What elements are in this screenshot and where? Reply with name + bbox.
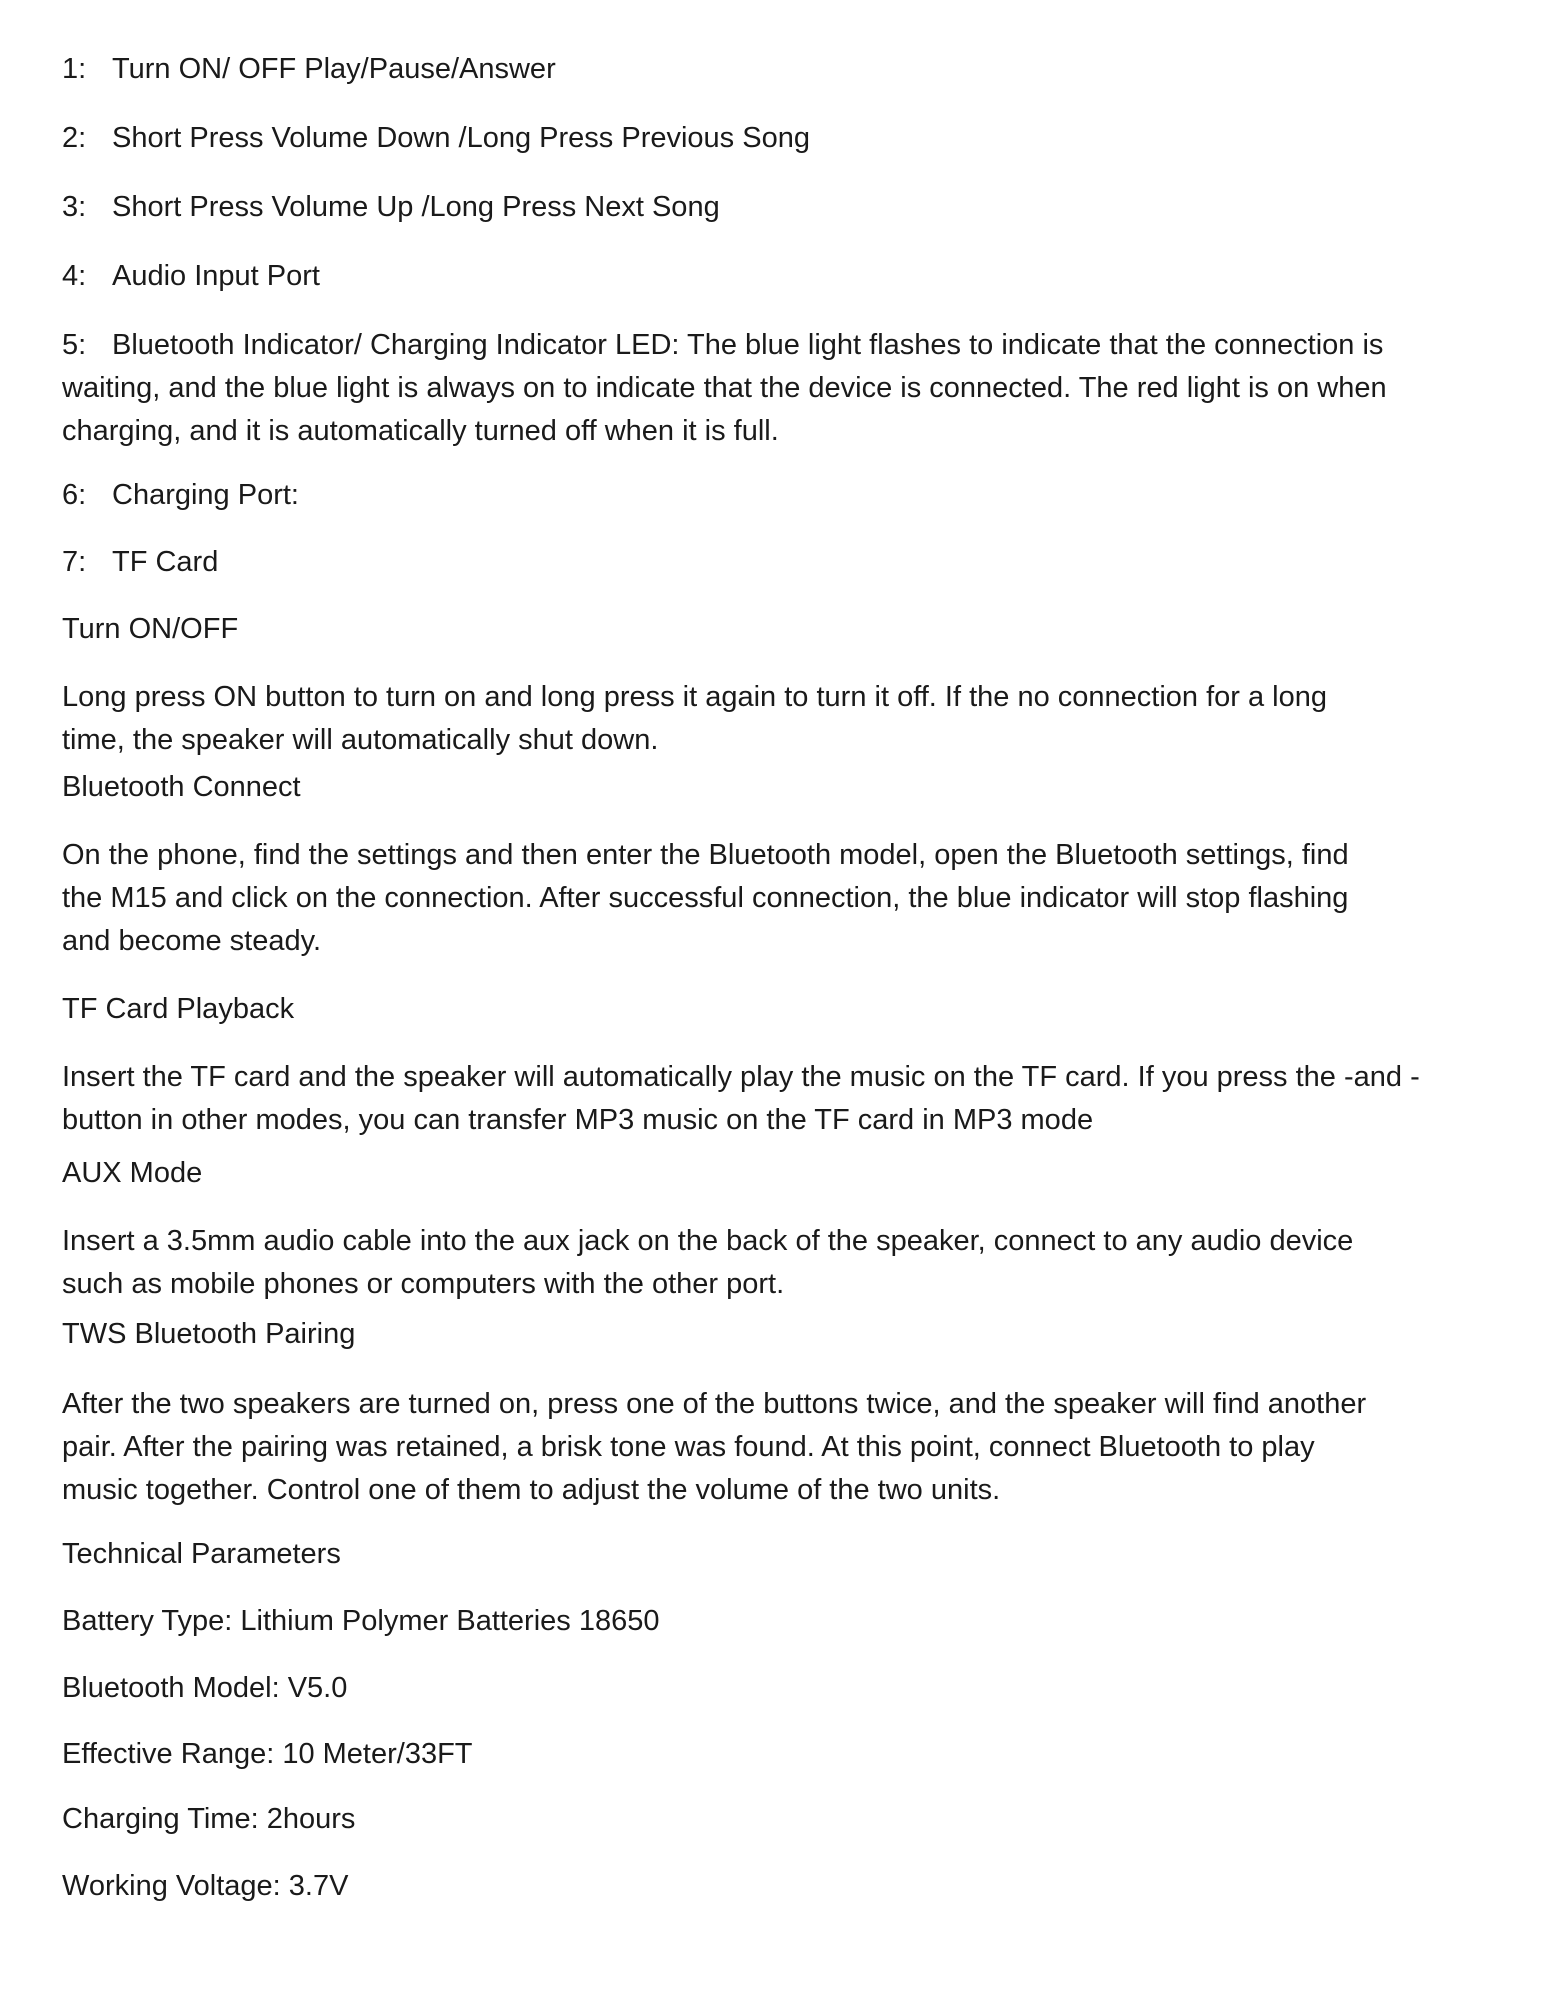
section-heading-bluetooth-connect: Bluetooth Connect: [62, 771, 301, 803]
body-line: the M15 and click on the connection. After successful connection, the blue indicator will stop flashing: [62, 882, 1349, 914]
body-line: pair. After the pairing was retained, a brisk tone was found. At this point, connect Bluetooth to play: [62, 1431, 1315, 1463]
spec-working-voltage: Working Voltage: 3.7V: [62, 1870, 349, 1902]
section-heading-turn-on-off: Turn ON/OFF: [62, 613, 239, 645]
section-body-bluetooth-connect: [62, 834, 1502, 963]
section-body-aux-mode: [62, 1220, 1502, 1306]
spec-bluetooth-model: Bluetooth Model: V5.0: [62, 1672, 348, 1704]
list-text: Short Press Volume Down /Long Press Previous Song: [112, 122, 810, 154]
section-heading-aux-mode: AUX Mode: [62, 1157, 203, 1189]
list-item-5: [62, 324, 1502, 453]
body-line: Insert the TF card and the speaker will automatically play the music on the TF card. If you press the -and -: [62, 1061, 1420, 1093]
list-item-4: [62, 255, 1502, 298]
list-text-line: 5: Bluetooth Indicator/ Charging Indicator LED: The blue light flashes to indicate that the connection is: [62, 324, 1502, 367]
list-item-3: [62, 186, 1502, 229]
body-line: such as mobile phones or computers with the other port.: [62, 1268, 785, 1300]
list-number: 5:: [62, 329, 87, 361]
list-number: 3:: [62, 191, 87, 223]
body-line: On the phone, find the settings and then enter the Bluetooth model, open the Bluetooth settings, find: [62, 839, 1349, 871]
body-line: Insert a 3.5mm audio cable into the aux jack on the back of the speaker, connect to any audio device: [62, 1225, 1354, 1257]
section-heading-tws-pairing: TWS Bluetooth Pairing: [62, 1318, 356, 1350]
body-line: and become steady.: [62, 925, 322, 957]
list-item-7: [62, 541, 1502, 584]
body-line: Long press ON button to turn on and long press it again to turn it off. If the no connection for a long: [62, 681, 1327, 713]
list-text: Turn ON/ OFF Play/Pause/Answer: [112, 53, 556, 85]
list-text-line: waiting, and the blue light is always on to indicate that the device is connected. The red light is on when: [62, 372, 1387, 404]
body-line: music together. Control one of them to adjust the volume of the two units.: [62, 1474, 1001, 1506]
section-heading-tf-card-playback: TF Card Playback: [62, 993, 295, 1025]
body-line: After the two speakers are turned on, press one of the buttons twice, and the speaker will find another: [62, 1388, 1367, 1420]
list-text-line: charging, and it is automatically turned off when it is full.: [62, 415, 779, 447]
list-text: Charging Port:: [112, 479, 299, 511]
section-body-turn-on-off: [62, 676, 1502, 762]
section-body-tws-pairing: [62, 1383, 1502, 1512]
spec-charging-time: Charging Time: 2hours: [62, 1803, 356, 1835]
list-item-2: [62, 117, 1502, 160]
body-line: button in other modes, you can transfer MP3 music on the TF card in MP3 mode: [62, 1104, 1094, 1136]
section-body-tf-card-playback: [62, 1056, 1502, 1142]
spec-effective-range: Effective Range: 10 Meter/33FT: [62, 1738, 473, 1770]
list-number: 7:: [62, 546, 87, 578]
spec-battery-type: Battery Type: Lithium Polymer Batteries 18650: [62, 1605, 660, 1637]
list-number: 4:: [62, 260, 87, 292]
list-text: Audio Input Port: [112, 260, 320, 292]
body-line: time, the speaker will automatically shut down.: [62, 724, 659, 756]
list-number: 6:: [62, 479, 87, 511]
list-number: 1:: [62, 53, 87, 85]
list-item-1: [62, 48, 1502, 91]
section-heading-technical-parameters: Technical Parameters: [62, 1538, 341, 1570]
list-text: TF Card: [112, 546, 219, 578]
list-text: Short Press Volume Up /Long Press Next Song: [112, 191, 720, 223]
list-item-6: [62, 474, 1502, 517]
list-number: 2:: [62, 122, 87, 154]
